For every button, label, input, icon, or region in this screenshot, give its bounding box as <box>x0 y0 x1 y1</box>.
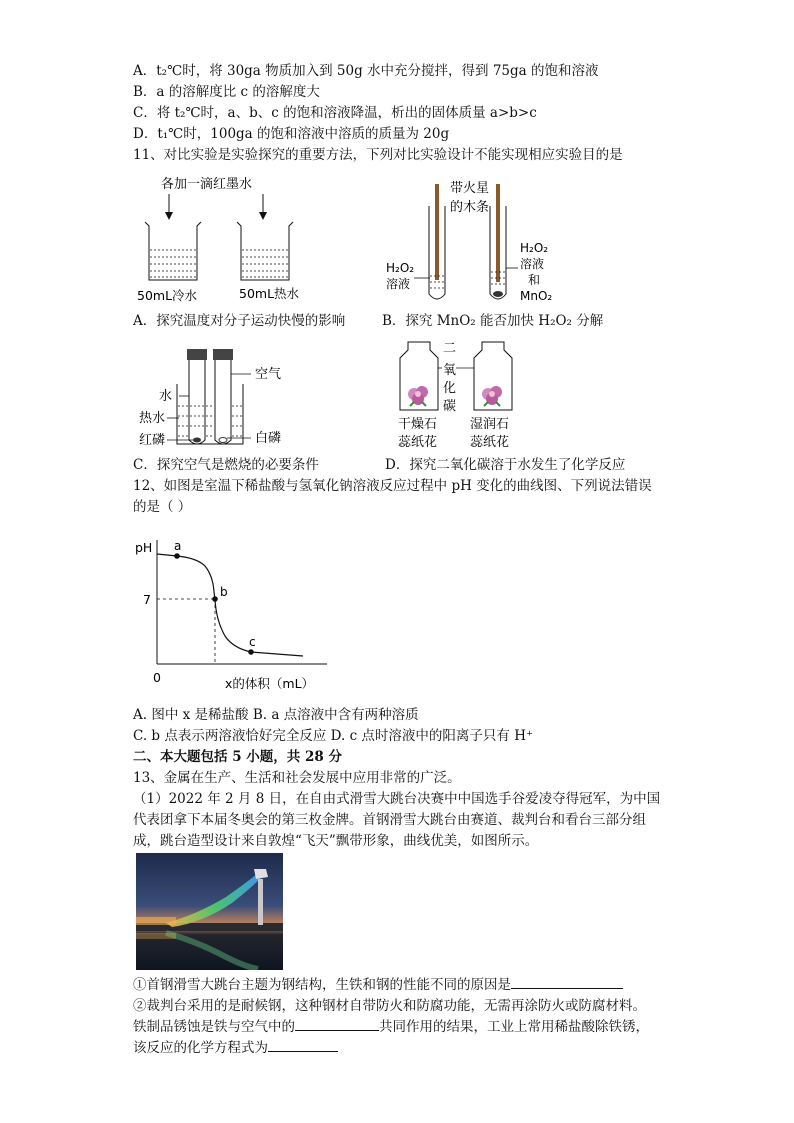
hot-water-label: 50mL热水 <box>239 286 300 301</box>
point-b-label: b <box>220 585 228 599</box>
q13-part1-line-2: 代表团拿下本届冬奥会的第三枚金牌。首钢滑雪大跳台由赛道、裁判台和看台三部分组 <box>133 812 646 828</box>
origin-label: 0 <box>153 670 161 685</box>
point-a <box>174 553 180 559</box>
point-c <box>248 649 254 655</box>
air-label: 空气 <box>255 367 282 382</box>
dry-flower-label-2: 蕊纸花 <box>398 435 438 450</box>
q13-sub4 <box>133 1039 338 1057</box>
wet-paper-flower-icon <box>482 386 502 406</box>
right-h2o2-label-1: H₂O₂ <box>520 241 549 255</box>
q13-sub1-text: ①首钢滑雪大跳台主题为钢结构，生铁和钢的性能不同的原因是 <box>133 977 511 993</box>
q10-option-a: A．t₂℃时，将 30ga 物质加入到 50g 水中充分搅拌，得到 75ga 的饱和溶液 <box>133 63 599 79</box>
co2-label-3: 化 <box>443 381 457 396</box>
left-h2o2-label-2: 溶液 <box>386 277 411 291</box>
ph-chart <box>133 530 333 700</box>
q12-stem-line-1: 12、如图是室温下稀盐酸与氢氧化钠溶液反应过程中 pH 变化的曲线图、下列说法错误 <box>133 478 652 494</box>
white-phosphorus <box>219 438 227 443</box>
right-h2o2-label-2: 溶液 <box>520 257 545 271</box>
q10-option-c: C．将 t₂℃时，a、b、c 的饱和溶液降温，析出的固体质量 a>b>c <box>133 105 537 121</box>
point-a-label: a <box>174 539 182 553</box>
answer-blank-3[interactable] <box>268 1039 338 1052</box>
q11-option-b: B．探究 MnO₂ 能否加快 H₂O₂ 分解 <box>382 313 604 329</box>
q11-option-d: D．探究二氧化碳溶于水发生了化学反应 <box>385 457 626 473</box>
dry-flower-label-1: 干燥石 <box>398 417 438 432</box>
ski-jump-photo <box>136 853 283 970</box>
cold-water-label: 50mL冷水 <box>137 288 198 303</box>
figure-d-co2-bottles <box>392 336 532 454</box>
q13-sub3 <box>133 1018 649 1036</box>
right-stopper <box>213 349 233 360</box>
red-phosphorus <box>193 438 201 443</box>
figure-b-test-tubes <box>380 176 580 308</box>
answer-blank-1[interactable] <box>511 976 623 989</box>
q13-part1-line-3: 成，跳台造型设计来自敦煌“飞天”飘带形象，曲线优美，如图所示。 <box>133 833 539 849</box>
figure-a-top-label: 各加一滴红墨水 <box>161 177 253 192</box>
q13-sub3-text-b: 共同作用的结果，工业上常用稀盐酸除铁锈， <box>379 1019 649 1035</box>
splint-label-1: 带火星 <box>450 181 490 196</box>
hot-water-beaker <box>177 384 243 444</box>
right-h2o2-label-3: 和 <box>528 273 541 287</box>
figure-a-beakers <box>133 170 313 310</box>
wet-flower-label-2: 蕊纸花 <box>470 435 510 450</box>
q11-stem: 11、对比实验是实验探究的重要方法，下列对比实验设计不能实现相应实验目的是 <box>133 147 623 163</box>
q12-stem-line-2: 的是（ ） <box>133 499 192 515</box>
hot-water-beaker <box>237 222 293 280</box>
q10-option-d: D．t₁℃时，100ga 的饱和溶液中溶质的质量为 20g <box>133 126 450 142</box>
q12-options-line-2: C. b 点表示两溶液恰好完全反应 D. c 点时溶液中的阳离子只有 H⁺ <box>133 728 534 744</box>
cold-water-beaker <box>145 222 201 280</box>
q13-sub2: ②裁判台采用的是耐候钢，这种钢材自带防火和防腐功能，无需再涂防火或防腐材料。 <box>133 998 646 1014</box>
splint-label-2: 的木条 <box>450 200 490 215</box>
q13-sub3-text-a: 铁制品锈蚀是铁与空气中的 <box>133 1019 295 1035</box>
co2-label-4: 碳 <box>443 399 457 414</box>
dry-paper-flower-icon <box>408 386 428 406</box>
q13-part1-line-1: （1）2022 年 2 月 8 日，在自由式滑雪大跳台决赛中中国选手谷爱凌夺得冠军，为中国 <box>133 791 661 807</box>
ph-curve <box>157 554 303 656</box>
q13-stem: 13、金属在生产、生活和社会发展中应用非常的广泛。 <box>133 770 461 786</box>
figure-c-combustion <box>133 344 323 456</box>
wet-flower-label-1: 湿润石 <box>470 417 510 432</box>
point-b <box>212 596 218 602</box>
x-axis-label: x的体积（mL） <box>225 676 315 691</box>
q13-sub4-text: 该反应的化学方程式为 <box>133 1040 268 1056</box>
section-2-heading: 二、本大题包括 5 小题，共 28 分 <box>133 749 342 765</box>
answer-blank-2[interactable] <box>295 1018 379 1031</box>
q13-sub1 <box>133 976 623 994</box>
right-h2o2-label-4: MnO₂ <box>520 289 553 303</box>
point-c-label: c <box>249 635 256 649</box>
co2-label-1: 二 <box>443 341 457 356</box>
y-axis-label: pH <box>135 540 153 555</box>
left-h2o2-label-1: H₂O₂ <box>386 261 415 275</box>
hot-water-label: 热水 <box>139 411 166 426</box>
mno2-powder <box>493 291 503 297</box>
q12-options-line-1: A. 图中 x 是稀盐酸 B. a 点溶液中含有两种溶质 <box>133 707 419 723</box>
water-label: 水 <box>159 389 173 404</box>
q10-option-b: B．a 的溶解度比 c 的溶解度大 <box>133 84 320 100</box>
white-phosphorus-label: 白磷 <box>255 431 282 446</box>
co2-label-2: 氧 <box>443 363 457 378</box>
left-stopper <box>187 349 207 360</box>
red-phosphorus-label: 红磷 <box>139 433 166 448</box>
y-tick-7: 7 <box>143 592 151 607</box>
q11-option-c: C．探究空气是燃烧的必要条件 <box>133 457 319 473</box>
q11-option-a: A．探究温度对分子运动快慢的影响 <box>133 313 346 329</box>
